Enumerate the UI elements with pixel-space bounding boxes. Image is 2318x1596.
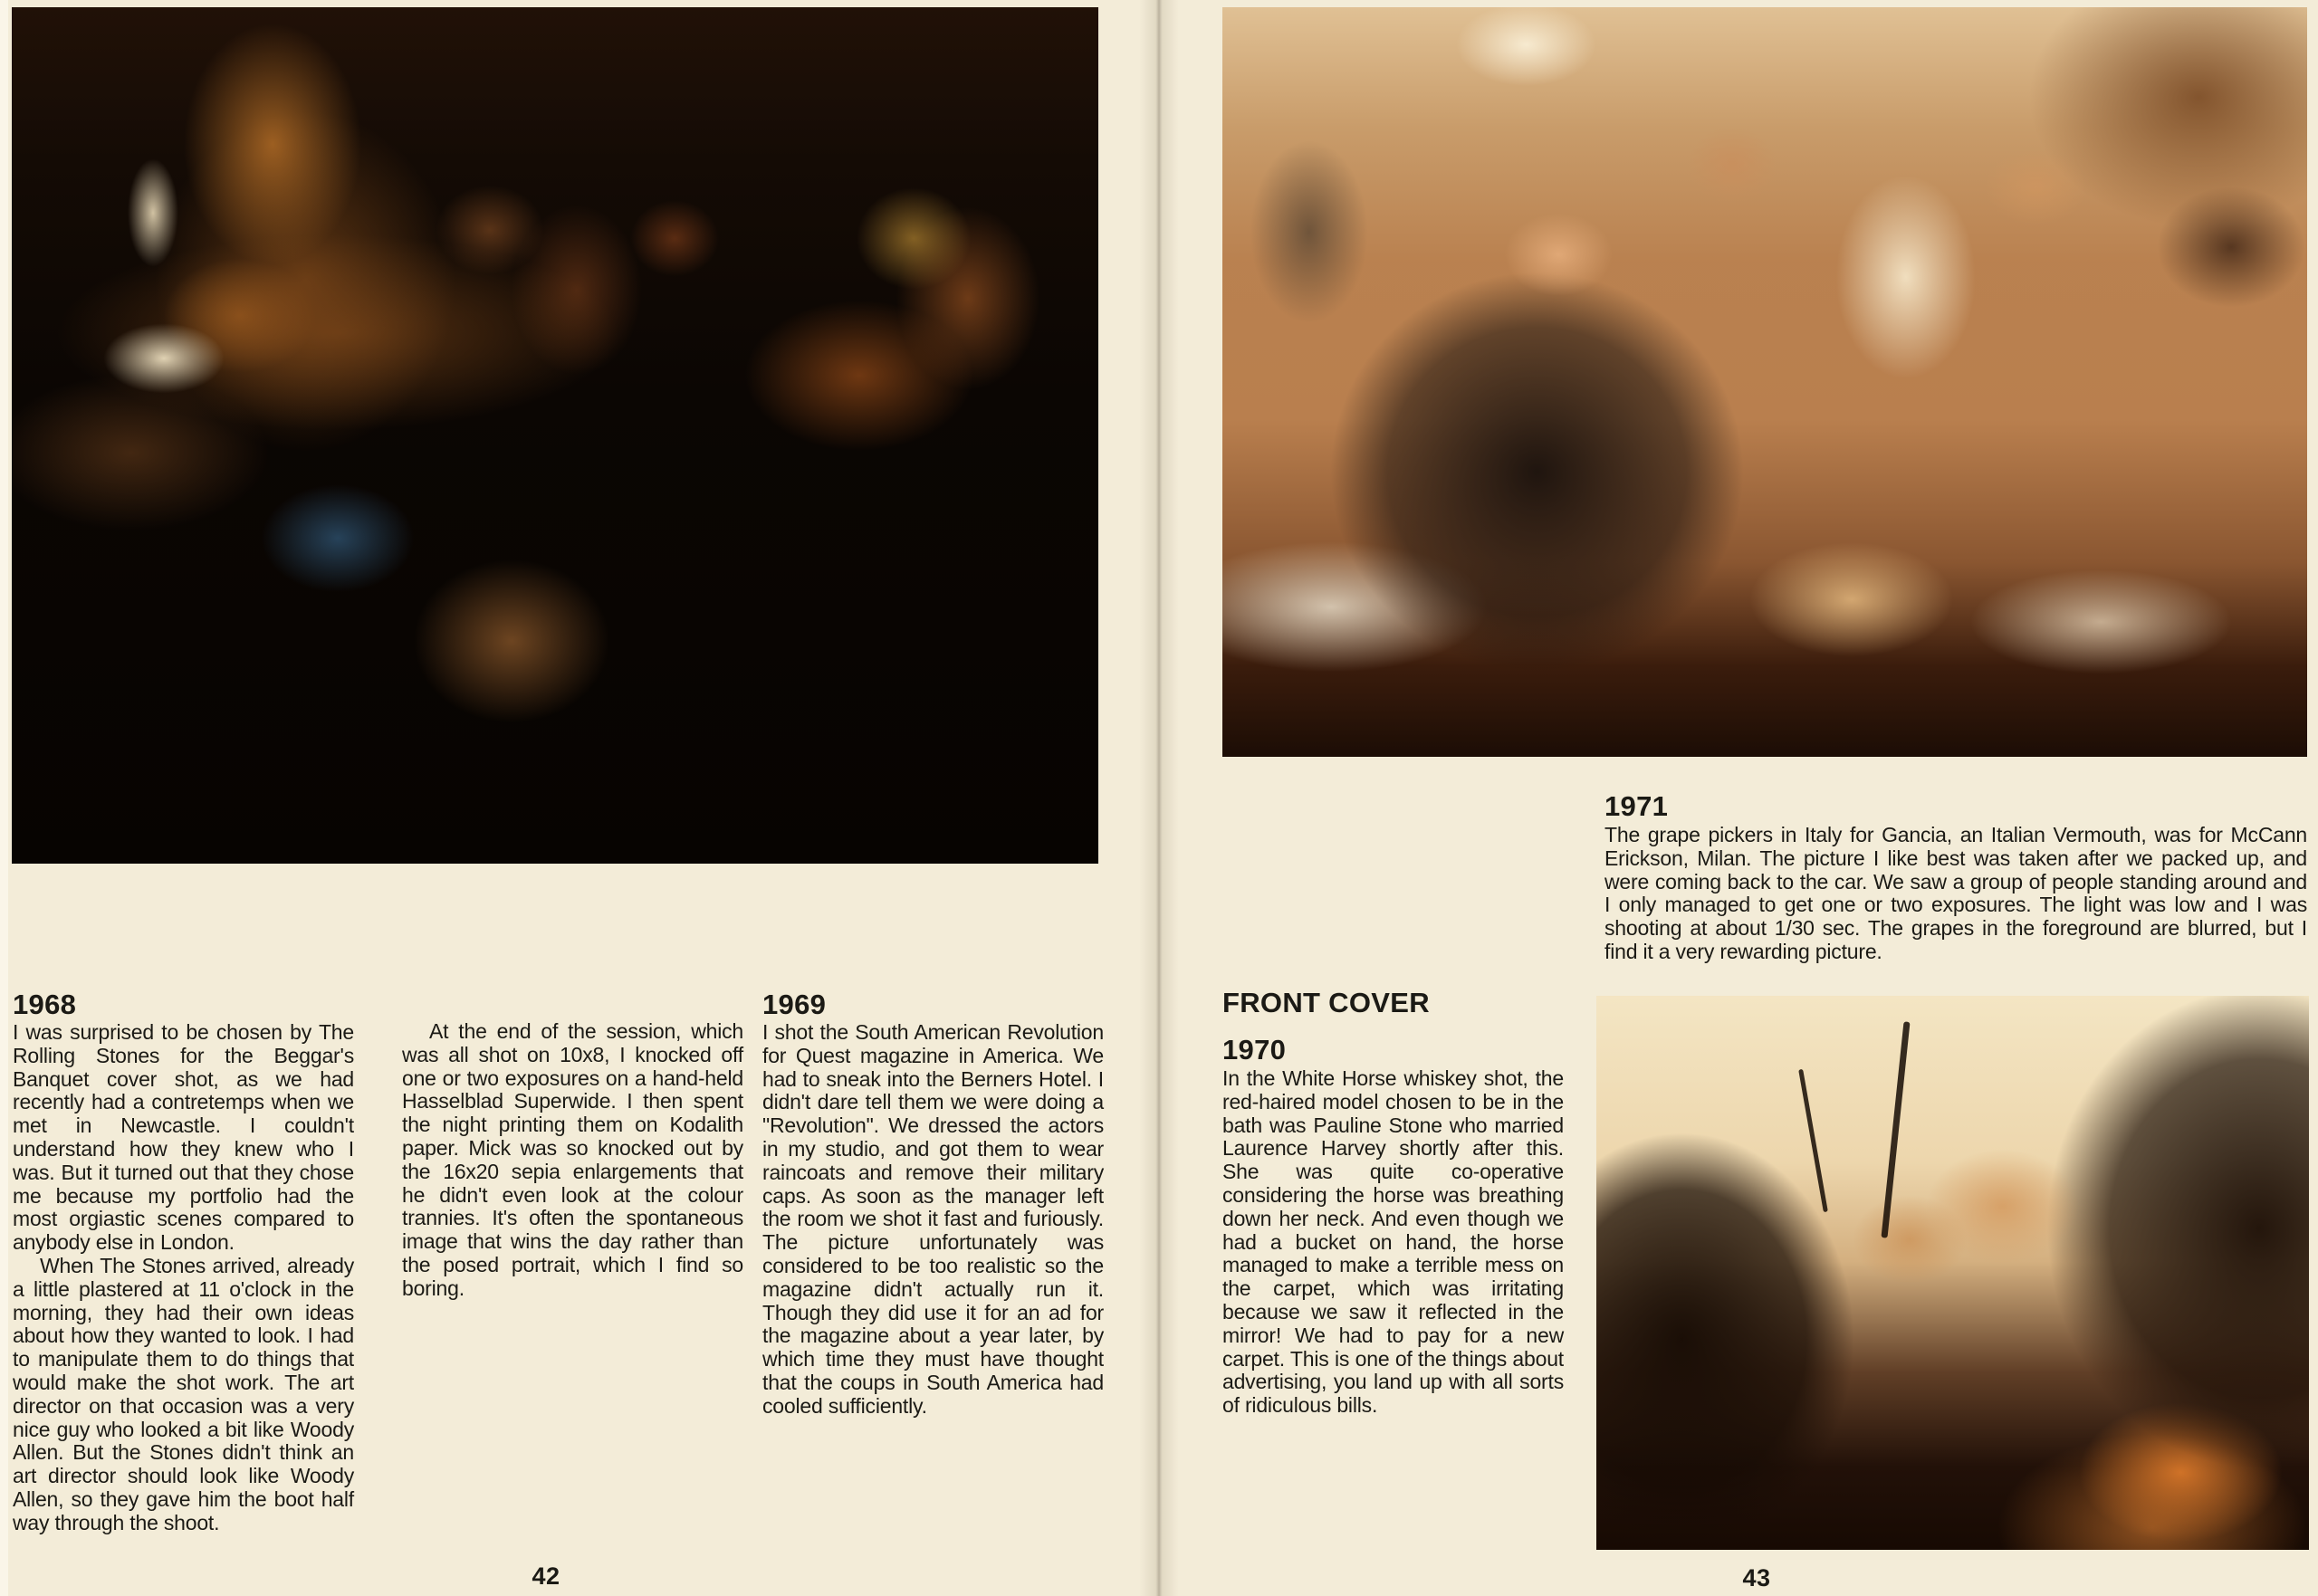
paragraph-1968-2: When The Stones arrived, already a little plastered at 11 o'clock in the morning, they had their own ideas about how they wanted to look. I had to manipulate them to do things that would make the shot work. The art director on that occasion was a very nice guy who looked a bit like Woody Allen. But the Stones didn't think an art director should look like Woody Allen, so they gave him the boot half way through the shoot. <box>13 1253 354 1534</box>
column-middle <box>402 1020 743 1301</box>
page-edge <box>0 0 8 1596</box>
caption-1971-text: The grape pickers in Italy for Gancia, an Italian Vermouth, was for McCann Erickson, Milan. The picture I like best was taken after we packed up, and were coming back to the car. We saw a group of people standing around and I only managed to get one or two exposures. The light was low and I was shooting at about 1/30 sec. The grapes in the foreground are blurred, but I find it a very rewarding picture. <box>1604 823 2307 963</box>
page-number-right: 43 <box>1742 1564 1771 1591</box>
beggars-banquet-photo <box>12 7 1098 864</box>
heading-1971: 1971 <box>1604 790 1669 822</box>
page-number-left: 42 <box>532 1563 560 1590</box>
caption-1971 <box>1604 791 2307 964</box>
heading-1968: 1968 <box>13 989 77 1020</box>
grape-pickers-photo <box>1596 996 2309 1550</box>
page-gutter <box>1139 0 1179 1596</box>
heading-1969: 1969 <box>762 989 827 1020</box>
front-cover-label: FRONT COVER <box>1222 987 1430 1018</box>
front-cover-section <box>1222 988 1564 1418</box>
heading-1970: 1970 <box>1222 1034 1287 1066</box>
column-1969 <box>762 989 1104 1419</box>
revolution-generals-photo <box>1222 7 2307 757</box>
paragraph-session: At the end of the session, which was all shot on 10x8, I knocked off one or two exposures on a hand-held Hasselblad Superwide. I then spent the night printing them on Kodalith paper. Mick was so knocked out by the 16x20 sepia enlargements that he didn't even look at the colour trannies. It's often the spontaneous image that wins the day rather than the posed portrait, which I find so boring. <box>402 1019 743 1300</box>
paragraph-1968-1: I was surprised to be chosen by The Rolling Stones for the Beggar's Banquet cover shot, as we had recently had a contretemps when we met in Newcastle. I couldn't understand how they knew who I was. But it turned out that they chose me because my portfolio had the most orgiastic scenes compared to anybody else in London. <box>13 1020 354 1255</box>
paragraph-1969: I shot the South American Revolution for Quest magazine in America. We had to sneak into the Berners Hotel. I didn't dare tell them we were doing a "Revolution". We dressed the actors in my studio, and got them to wear raincoats and remove their military caps. As soon as the manager left the room we shot it fast and furiously. The picture unfortunately was considered to be too realistic so the magazine didn't actually run it. Though they did use it for an ad for the magazine about a year later, by which time they must have thought that the coups in South America had cooled sufficiently. <box>762 1020 1104 1418</box>
paragraph-1970: In the White Horse whiskey shot, the red-haired model chosen to be in the bath was Pauline Stone who married Laurence Harvey shortly after this. She was quite co-operative considering the horse was breathing down her neck. And even though we had a bucket on hand, the horse managed to make a terrible mess on the carpet, which was irritating because we saw it reflected in the mirror! We had to pay for a new carpet. This is one of the things about advertising, you land up with all sorts of ridiculous bills. <box>1222 1066 1564 1418</box>
column-1968 <box>13 989 354 1535</box>
